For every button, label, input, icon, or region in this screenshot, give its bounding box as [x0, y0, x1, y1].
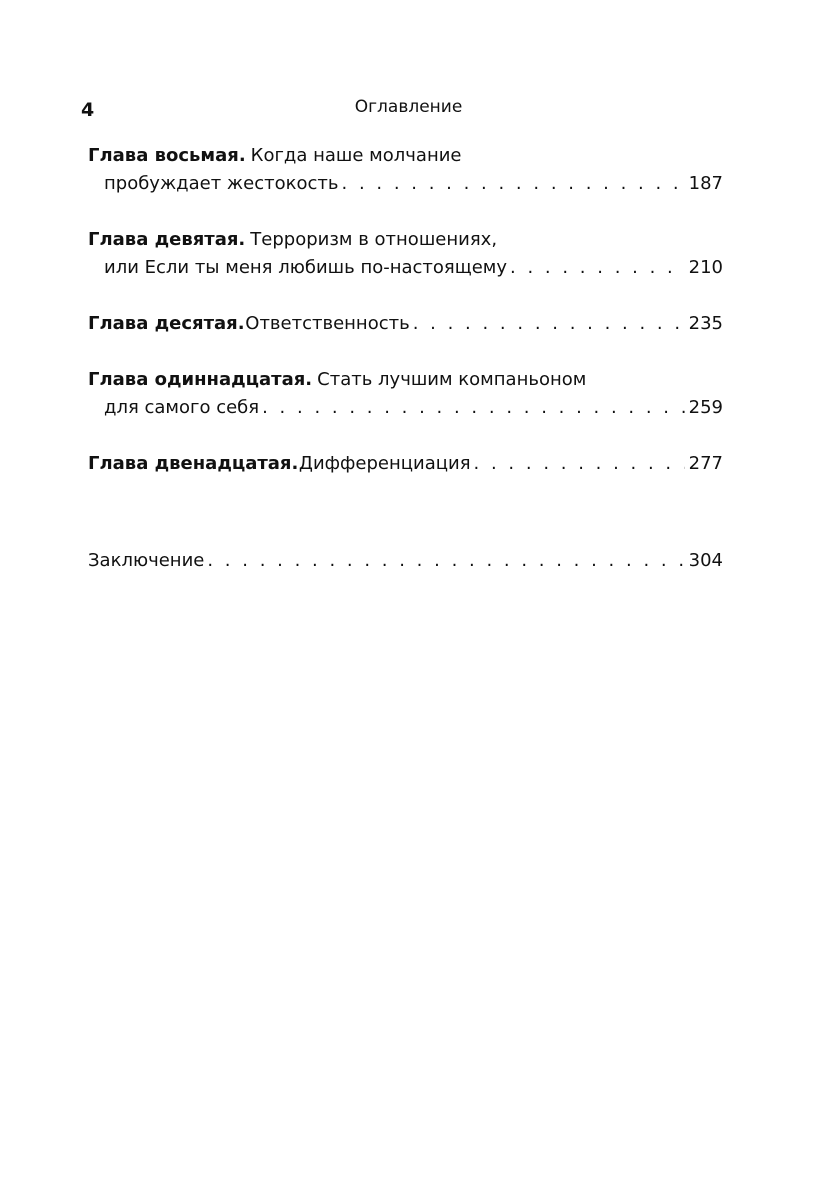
dot-leader — [262, 394, 685, 422]
toc-entry-line — [88, 142, 723, 170]
toc-entry-chapter-8[interactable] — [88, 142, 723, 198]
chapter-label: Глава одиннадцатая. — [88, 369, 313, 390]
chapter-title: Когда наше молчание — [250, 145, 462, 166]
toc-entry-line — [88, 254, 723, 282]
page-reference: 187 — [688, 173, 723, 194]
chapter-title: Дифференциация — [298, 453, 471, 474]
chapter-label: Глава двенадцатая. — [88, 453, 299, 474]
toc-entry-line — [88, 450, 723, 478]
toc-entry-line — [88, 170, 723, 198]
page-reference: 210 — [688, 257, 723, 278]
chapter-label: Глава восьмая. — [88, 145, 246, 166]
chapter-label: Глава девятая. — [88, 229, 246, 250]
dot-leader — [207, 547, 684, 575]
page-reference: 235 — [688, 313, 723, 334]
page-reference: 259 — [688, 397, 723, 418]
dot-leader — [342, 170, 685, 198]
toc-entry-line — [88, 547, 723, 575]
toc-entry-chapter-12[interactable] — [88, 450, 723, 478]
chapter-title: Терроризм в отношениях, — [250, 229, 498, 250]
toc-entry-conclusion[interactable] — [88, 547, 723, 575]
toc-entry-chapter-9[interactable] — [88, 226, 723, 282]
chapter-title: Стать лучшим компаньоном — [317, 369, 587, 390]
page-reference: 304 — [688, 550, 723, 571]
page-number: 4 — [81, 99, 95, 121]
conclusion-title: Заключение — [88, 550, 205, 571]
running-head: Оглавление — [354, 97, 463, 117]
chapter-title-continued: для самого себя — [104, 397, 260, 418]
chapter-title-continued: или Если ты меня любишь по-настоящему — [104, 257, 508, 278]
dot-leader — [510, 254, 685, 282]
toc-entry-line — [88, 310, 723, 338]
dot-leader — [474, 450, 685, 478]
chapter-label: Глава десятая. — [88, 313, 245, 334]
chapter-title: Ответственность — [245, 313, 410, 334]
chapter-title-continued: пробуждает жестокость — [104, 173, 339, 194]
toc-entry-line — [88, 394, 723, 422]
toc-entry-chapter-10[interactable] — [88, 310, 723, 338]
toc-entry-line — [88, 226, 723, 254]
toc-entry-chapter-11[interactable] — [88, 366, 723, 422]
page-reference: 277 — [688, 453, 723, 474]
dot-leader — [413, 310, 685, 338]
toc-entry-line — [88, 366, 723, 394]
